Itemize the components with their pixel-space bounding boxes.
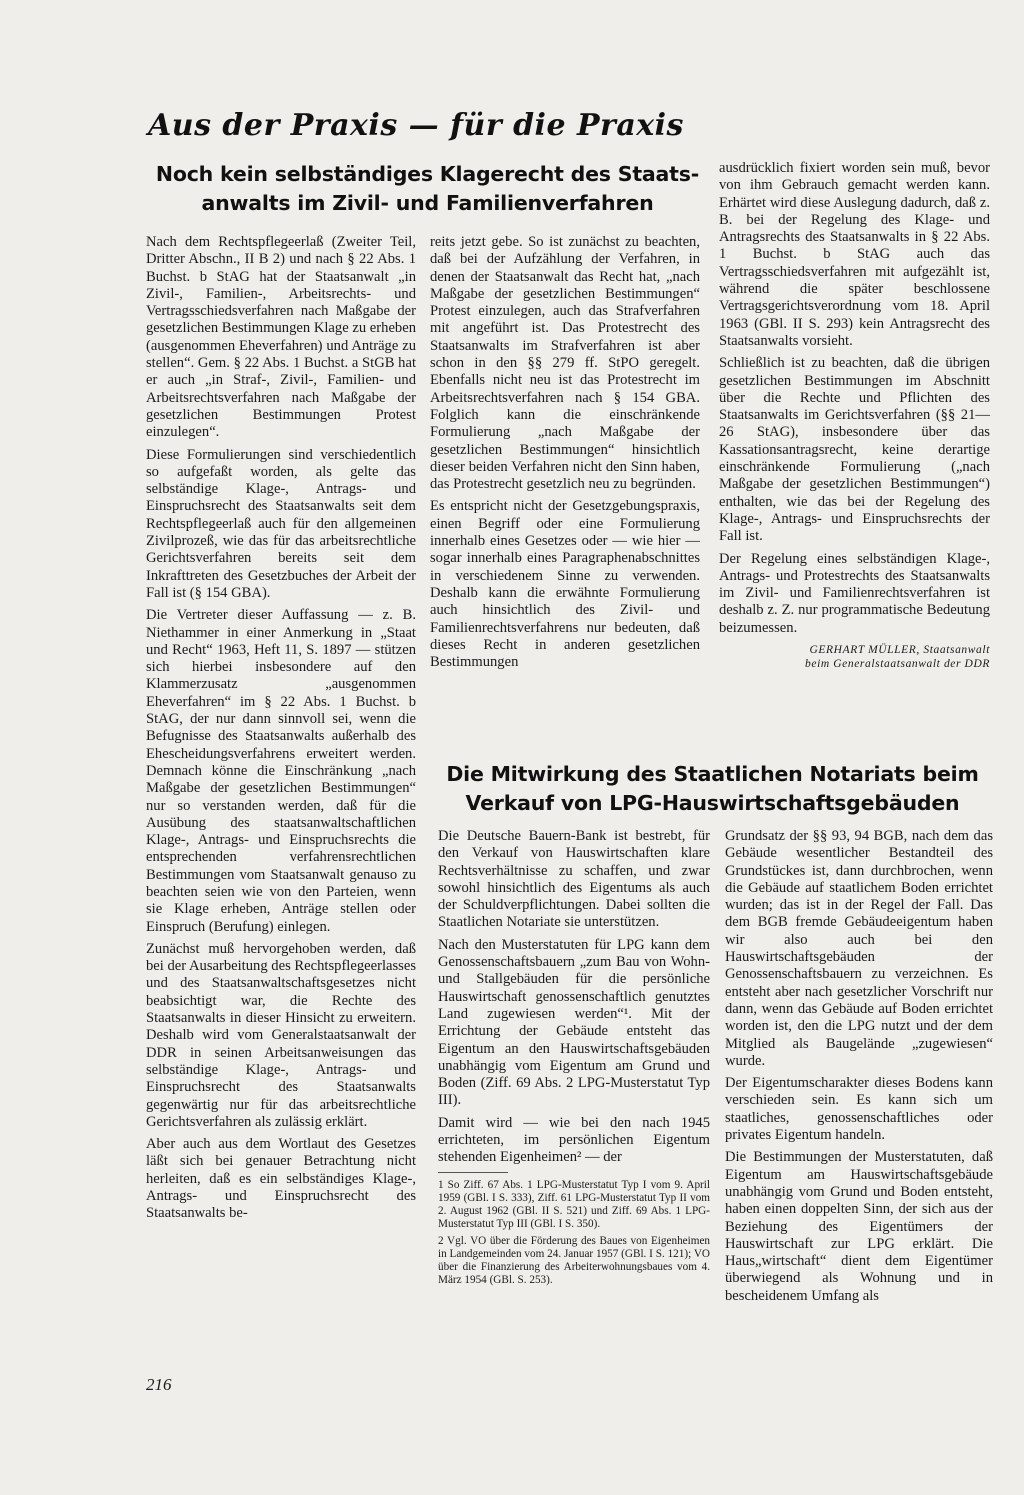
article2-headline [440,760,985,818]
article1-paragraph: ausdrücklich fixiert worden sein muß, bevor von ihm Gebrauch gemacht werden kann. Erhärtet wird diese Auslegung dadurch, daß z. B. bei der Regelung des Klage- und Antragsrechts des Staatsanwalts in § 22 Abs. 1 Buchst. b StAG auch das Vertragsschiedsverfahren mit aufgezählt ist, während die später beschlossene Vertragsgerichtsverordnung vom 18. April 1963 (GBl. II S. 293) kein Antragsrecht des Staatsanwalts vorsieht. [719,160,990,349]
article1-paragraph: Zunächst muß hervorgehoben werden, daß bei der Ausarbeitung des Rechtspflegeerlasses und des Staatsanwaltschaftsgesetzes nicht beabsichtigt war, die Rechte des Staatsanwalts in dieser Hinsicht zu erweitern. Deshalb wird vom Generalstaatsanwalt der DDR in seinen Arbeitsanweisungen das selbständige Klage-, Antrags- und Einspruchsrecht des Staatsanwalts gegenwärtig nur für das arbeitsrechtliche Gerichtsverfahren als zulässig erklärt. [146,940,416,1130]
author-affiliation-line: beim Generalstaatsanwalt der DDR [805,658,990,671]
article2-column-2 [725,828,993,1310]
footnotes [438,1172,710,1287]
article1-headline [150,160,705,218]
footnote-rule [438,1172,508,1173]
article2-paragraph: Nach den Musterstatuten für LPG kann dem Genossenschaftsbauern „zum Bau von Wohn- und Stallgebäuden für die persönliche Hauswirtschaft genossenschaftlich genutztes Land zugewiesen werden“¹. Mit der Errichtung der Gebäude entsteht das Eigentum an den Hauswirtschaftsgebäuden unabhängig vom Eigentum am Grund und Boden (Ziff. 69 Abs. 2 LPG-Musterstatut Typ III). [438,936,710,1109]
article1-paragraph: Nach dem Rechtspflegeerlaß (Zweiter Teil, Dritter Abschn., II B 2) und nach § 22 Abs. 1 Buchst. b StAG hat der Staatsanwalt „in Zivil-, Familien-, Arbeitsrechts- und Vertragsschiedsverfahren nach Maßgabe der gesetzlichen Bestimmungen Klage zu erheben (ausgenommen Eheverfahren) und Anträge zu stellen“. Gem. § 22 Abs. 1 Buchst. a StGB hat er auch „in Straf-, Zivil-, Familien- und Arbeitsrechtsverfahren nach Maßgabe der gesetzlichen Bestimmungen Protest einzulegen“. [146,234,416,441]
article1-paragraph: Diese Formulierungen sind verschiedentlich so aufgefaßt worden, als gelte das selbständige Klage-, Antrags- und Einspruchsrecht des Staatsanwalts seit dem Rechtspflegeerlaß auch für den allgemeinen Zivilprozeß, wie das für das arbeitsrechtliche Gerichtsverfahren bereits seit dem Inkrafttreten des Gesetzbuches der Arbeit der Fall ist (§ 154 GBA). [146,446,416,601]
article1-paragraph: reits jetzt gebe. So ist zunächst zu beachten, daß bei der Aufzählung der Verfahren, in denen der Staatsanwalt das Recht hat, „nach Maßgabe der gesetzlichen Bestimmungen“ Protest einzulegen, auch das Strafverfahren mit angeführt ist. Das Protestrecht des Staatsanwalts im Strafverfahren ist aber schon in den §§ 279 ff. StPO geregelt. Ebenfalls nicht neu ist das Protestrecht im Arbeitsrechtsverfahren nach § 154 GBA. Folglich kann die einschränkende Formulierung „nach Maßgabe der gesetzlichen Bestimmungen“ hinsichtlich dieser beiden Verfahren nicht den Sinn haben, das Protestrecht gesetzlich neu zu begründen. [430,234,700,493]
article1-column-3 [719,160,990,671]
article1-paragraph: Der Regelung eines selbständigen Klage-, Antrags- und Protestrechts des Staatsanwalts im Zivil- und Familienrechtsverfahren ist deshalb z. Z. nur programmatische Bedeutung beizumessen. [719,550,990,636]
footnote-1: 1 So Ziff. 67 Abs. 1 LPG-Musterstatut Typ I vom 9. April 1959 (GBl. I S. 333), Ziff. 61 LPG-Musterstatut Typ II vom 2. August 1962 (GBl. II S. 521) und Ziff. 69 Abs. 1 LPG-Musterstatut Typ III (GBl. I S. 350). [438,1178,710,1230]
article1-paragraph: Schließlich ist zu beachten, daß die übrigen gesetzlichen Bestimmungen im Abschnitt über die Rechte und Pflichten des Staatsanwalts im Gerichtsverfahren (§§ 21—26 StAG), insbesondere über das Kassationsantragsrecht, keine derartige einschränkende Formulierung („nach Maßgabe der gesetzlichen Bestimmungen“) enthalten, wie das bei der Regelung des Klage-, Antrags- und Einspruchsrechts der Fall ist. [719,355,990,545]
article2-headline-line2: Verkauf von LPG-Hauswirtschaftsgebäuden [465,791,960,815]
article2-paragraph: Die Bestimmungen der Musterstatuten, daß Eigentum am Hauswirtschaftsgebäude unabhängig vom Grund und Boden entsteht, haben einen doppelten Sinn, der sich aus der Beziehung des Eigentümers der Hauswirtschaft zur LPG erklärt. Die Haus„wirtschaft“ dient dem Eigentümer überwiegend als Wohnung und in bescheidenem Umfang als [725,1149,993,1304]
series-title: Aus der Praxis — für die Praxis [148,108,684,143]
article2-paragraph: Grundsatz der §§ 93, 94 BGB, nach dem das Gebäude wesentlicher Bestandteil des Grundstückes ist, dann durchbrochen, wenn die Gebäude auf staatlichem Boden errichtet wurden; das ist in der Regel der Fall. Das dem BGB fremde Gebäudeeigentum haben wir also auch bei den Hauswirtschaftsgebäuden der Genossenschaftsbauern zu verzeichnen. Es entsteht aber nach gesetzlicher Vorschrift nur dann, wenn das Gebäude auf Boden errichtet worden ist, den die LPG nutzt und der dem Mitglied als Baugelände „zugewiesen“ wurde. [725,828,993,1069]
article1-column-1 [146,234,416,1228]
article2-paragraph: Der Eigentumscharakter dieses Bodens kann verschieden sein. Es kann sich um staatliches, genossenschaftliches oder privates Eigentum handeln. [725,1075,993,1144]
article1-paragraph: Es entspricht nicht der Gesetzgebungspraxis, einen Begriff oder eine Formulierung innerhalb eines Gesetzes oder — wie hier — sogar innerhalb eines Paragraphenabschnittes in verschiedenem Sinne zu verwenden. Deshalb kann die erwähnte Formulierung auch hinsichtlich des Zivil- und Familienrechtsverfahrens nur bedeuten, daß dieses Recht in anderen gesetzlichen Bestimmungen [430,498,700,671]
author-name-line: GERHART MÜLLER, Staatsanwalt [809,644,990,657]
article1-paragraph: Aber auch aus dem Wortlaut des Gesetzes läßt sich bei genauer Betrachtung nicht herleiten, daß es ein selbständiges Klage-, Antrags- und Einspruchsrecht des Staatsanwalts be- [146,1136,416,1222]
article1-author [719,643,990,671]
article1-headline-line2: anwalts im Zivil- und Familienverfahren [201,191,654,215]
page-number: 216 [146,1375,172,1394]
article1-paragraph: Die Vertreter dieser Auffassung — z. B. Niethammer in einer Anmerkung in „Staat und Recht“ 1963, Heft 11, S. 1897 — stützen sich hierbei insbesondere auf den Klammerzusatz „ausgenommen Eheverfahren“ im § 22 Abs. 1 Buchst. b StAG, der nur dann sinnvoll sei, wenn die Befugnisse des Staatsanwalts außerhalb des Ehescheidungsverfahrens erweitert werden. Demnach könne die Einschränkung „nach Maßgabe der gesetzlichen Bestimmungen“ nur so verstanden werden, daß für die Ausübung des staatsanwaltschaftlichen Klage-, Antrags- und Einspruchsrechts die entsprechenden verfahrensrechtlichen Bestimmungen vom Staatsanwalt genauso zu beachten seien wie von den Parteien, wenn sie Klage erheben, Anträge stellen oder Einspruch (Berufung) einlegen. [146,607,416,935]
article2-paragraph: Damit wird — wie bei den nach 1945 errichteten, im persönlichen Eigentum stehenden Eigenheimen² — der [438,1114,710,1166]
article1-headline-line1: Noch kein selbständiges Klagerecht des Staats- [155,162,700,186]
article1-column-2 [430,234,700,676]
article2-headline-line1: Die Mitwirkung des Staatlichen Notariats beim [446,762,979,786]
article2-column-1 [438,828,710,1291]
article2-paragraph: Die Deutsche Bauern-Bank ist bestrebt, für den Verkauf von Hauswirtschaften klare Rechtsverhältnisse zu schaffen, und zwar sowohl hinsichtlich des Eigentums als auch der Schuldverpflichtungen. Dabei sollten die Staatlichen Notariate sie unterstützen. [438,828,710,931]
footnote-2: 2 Vgl. VO über die Förderung des Baues von Eigenheimen in Landgemeinden vom 24. Januar 1957 (GBl. I S. 121); VO über die Finanzierung des Arbeiterwohnungsbaues vom 4. März 1954 (GBl. S. 253). [438,1234,710,1286]
